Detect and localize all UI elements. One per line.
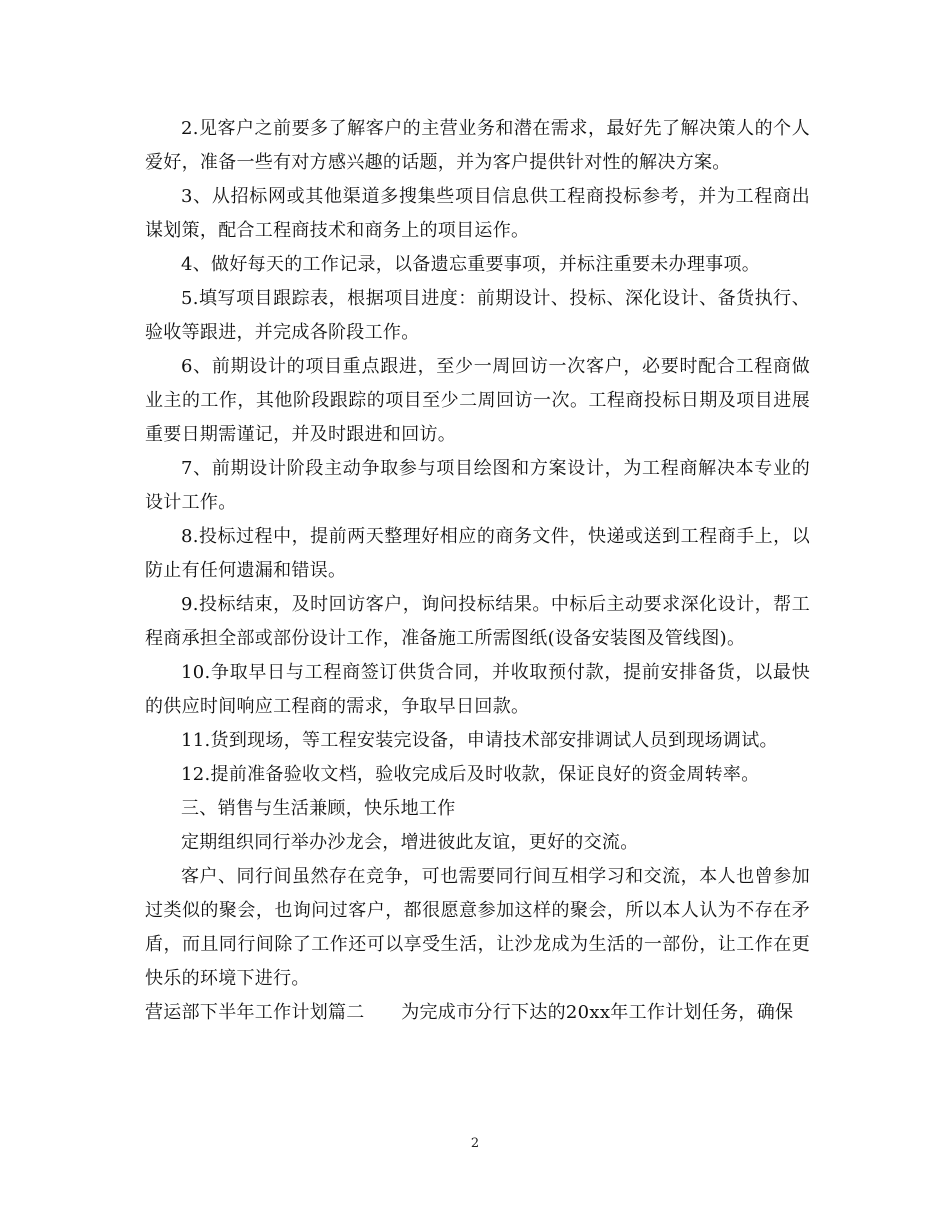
paragraph-salon: 定期组织同行举办沙龙会，增进彼此友谊，更好的交流。 — [181, 832, 639, 853]
next-article-title-line: 营运部下半年工作计划篇二 为完成市分行下达的20xx年工作计划任务，确保 — [145, 1002, 794, 1023]
section-heading: 三、销售与生活兼顾，快乐地工作 — [181, 798, 456, 819]
paragraph-item-12: 12.提前准备验收文档，验收完成后及时收款，保证良好的资金周转率。 — [181, 764, 760, 785]
page-number: 2 — [470, 1136, 480, 1151]
paragraph-item-2: 2.见客户之前要多了解客户的主营业务和潜在需求，最好先了解决策人的个人爱好，准备一些有对方感兴趣的话题，并为客户提供针对性的解决方案。 — [145, 118, 810, 173]
paragraph-item-9: 9.投标结束，及时回访客户，询问投标结果。中标后主动要求深化设计，帮工程商承担全部或部份设计工作，准备施工所需图纸(设备安装图及管线图)。 — [145, 594, 810, 649]
paragraph-item-6: 6、前期设计的项目重点跟进，至少一周回访一次客户，必要时配合工程商做业主的工作，其他阶段跟踪的项目至少二周回访一次。工程商投标日期及项目进展重要日期需谨记，并及时跟进和回访。 — [145, 356, 810, 445]
paragraph-item-8: 8.投标过程中，提前两天整理好相应的商务文件，快递或送到工程商手上，以防止有任何遗漏和错误。 — [145, 526, 810, 581]
paragraph-item-5: 5.填写项目跟踪表，根据项目进度：前期设计、投标、深化设计、备货执行、验收等跟进，并完成各阶段工作。 — [145, 288, 810, 343]
paragraph-item-10: 10.争取早日与工程商签订供货合同，并收取预付款，提前安排备货，以最快的供应时间响应工程商的需求，争取早日回款。 — [145, 662, 810, 717]
paragraph-competition: 客户、同行间虽然存在竞争，可也需要同行间互相学习和交流，本人也曾参加过类似的聚会，也询问过客户，都很愿意参加这样的聚会，所以本人认为不存在矛盾，而且同行间除了工作还可以享受生活，让沙龙成为生活的一部份，让工作在更快乐的环境下进行。 — [145, 866, 810, 989]
paragraph-item-7: 7、前期设计阶段主动争取参与项目绘图和方案设计，为工程商解决本专业的设计工作。 — [145, 458, 810, 513]
document-body — [145, 112, 810, 1030]
paragraph-item-11: 11.货到现场，等工程安装完设备，申请技术部安排调试人员到现场调试。 — [181, 730, 778, 751]
paragraph-item-4: 4、做好每天的工作记录，以备遗忘重要事项，并标注重要未办理事项。 — [181, 254, 761, 275]
paragraph-item-3: 3、从招标网或其他渠道多搜集些项目信息供工程商投标参考，并为工程商出谋划策，配合工程商技术和商务上的项目运作。 — [145, 186, 810, 241]
